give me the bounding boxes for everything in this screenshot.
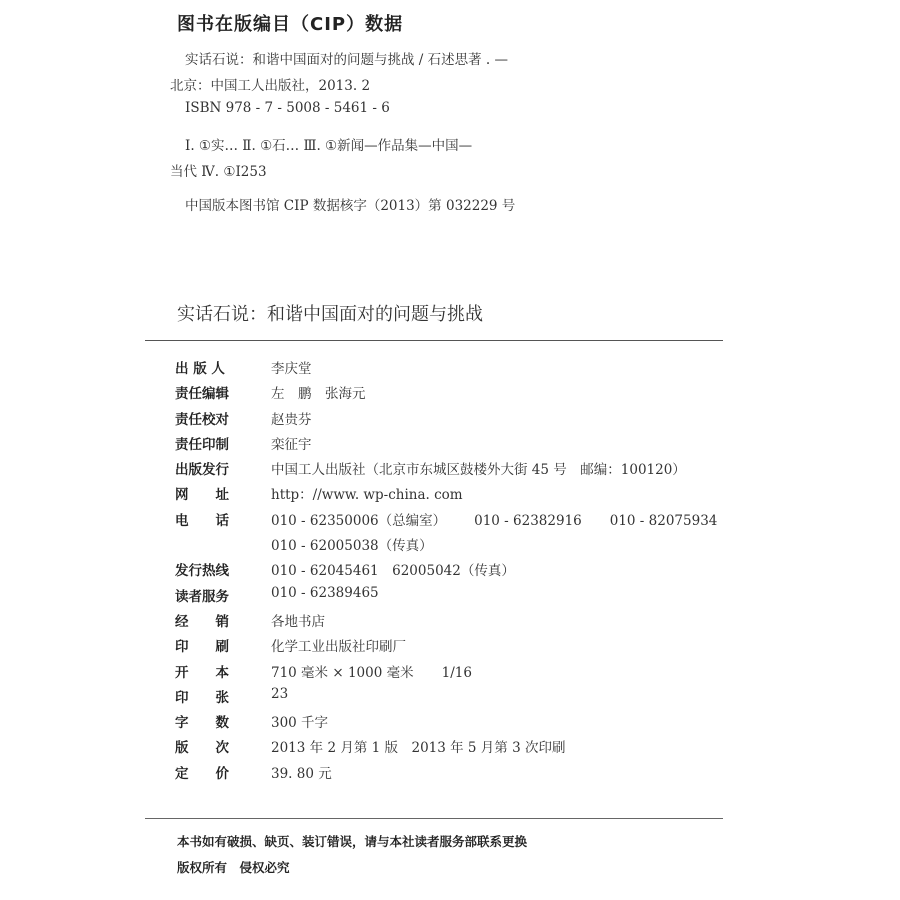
info-value-part: 中国工人出版社（北京市东城区鼓楼外大街 45 号 邮编：100120） <box>271 462 686 479</box>
info-value <box>271 433 312 453</box>
info-value <box>271 661 472 681</box>
info-value <box>271 610 325 630</box>
info-value-part: 010 - 62350006（总编室） <box>271 512 447 529</box>
cip-line: Ⅰ. ①实… Ⅱ. ①石… Ⅲ. ①新闻—作品集—中国— <box>185 138 473 154</box>
info-value <box>271 483 463 503</box>
info-label: 电 话 <box>175 512 229 529</box>
info-label: 版 次 <box>175 740 229 757</box>
info-value <box>271 408 312 428</box>
info-value-part: 300 千字 <box>271 715 329 732</box>
info-label: 开 本 <box>175 664 229 681</box>
info-value-part: 各地书店 <box>271 613 325 630</box>
info-value <box>271 736 565 756</box>
cip-line: ISBN 978 - 7 - 5008 - 5461 - 6 <box>185 100 390 116</box>
info-value <box>271 382 366 402</box>
info-value <box>271 559 515 579</box>
info-value-part: 李庆堂 <box>271 361 312 377</box>
info-value-part: 1/16 <box>441 664 472 681</box>
info-label: 责任编辑 <box>175 386 229 403</box>
info-value-part: 2013 年 2 月第 1 版 2013 年 5 月第 3 次印刷 <box>271 740 566 757</box>
info-value <box>271 635 406 655</box>
info-label: 责任印制 <box>175 436 229 453</box>
info-label: 字 数 <box>175 715 229 732</box>
info-label: 印 张 <box>175 689 229 706</box>
cip-line: 北京：中国工人出版社，2013. 2 <box>170 78 371 94</box>
info-label: 印 刷 <box>175 639 229 656</box>
info-label: 网 址 <box>175 487 229 504</box>
info-value-part: 左 鹏 张海元 <box>271 386 366 403</box>
info-label: 定 价 <box>175 765 229 782</box>
info-label: 责任校对 <box>175 411 229 428</box>
damage-notice: 本书如有破损、缺页、装订错误，请与本社读者服务部联系更换 <box>177 834 528 849</box>
info-value <box>271 357 312 377</box>
info-value <box>271 762 332 782</box>
info-label: 经 销 <box>175 613 229 630</box>
info-value-part: 化学工业出版社印刷厂 <box>271 639 406 656</box>
cip-data-number: 中国版本图书馆 CIP 数据核字（2013）第 032229 号 <box>185 198 516 214</box>
divider <box>145 340 723 341</box>
info-value <box>271 509 717 529</box>
info-label: 出版发行 <box>175 462 229 479</box>
info-value-part: 010 - 62389465 <box>271 584 379 601</box>
info-value <box>271 534 433 554</box>
info-value <box>271 711 328 731</box>
info-value <box>271 458 686 478</box>
info-value-part: 39. 80 元 <box>271 765 332 782</box>
cip-line: 实话石说：和谐中国面对的问题与挑战 / 石述思著 . — <box>185 52 509 68</box>
info-value-part: 栾征宇 <box>271 436 312 453</box>
copyright-notice: 版权所有 侵权必究 <box>177 860 290 875</box>
info-value-part: 010 - 62005038（传真） <box>271 538 433 555</box>
info-value <box>271 686 288 702</box>
info-label: 读者服务 <box>175 588 229 605</box>
info-value-part: 010 - 82075934 <box>609 512 718 529</box>
info-value-part: 710 毫米 × 1000 毫米 <box>271 664 414 681</box>
info-value <box>271 585 379 601</box>
info-label: 出 版 人 <box>175 361 225 377</box>
cip-title: 图书在版编目（CIP）数据 <box>177 14 404 35</box>
cip-line: 当代 Ⅳ. ①I253 <box>170 164 267 180</box>
info-value-part: 010 - 62382916 <box>474 512 582 529</box>
divider <box>145 818 723 819</box>
info-value-part: 010 - 62045461 62005042（传真） <box>271 563 515 580</box>
info-value-part: http：//www. wp-china. com <box>271 487 463 504</box>
info-value-part: 23 <box>271 685 289 702</box>
book-title: 实话石说：和谐中国面对的问题与挑战 <box>177 304 483 325</box>
info-label: 发行热线 <box>175 563 229 580</box>
info-value-part: 赵贵芬 <box>271 411 312 428</box>
